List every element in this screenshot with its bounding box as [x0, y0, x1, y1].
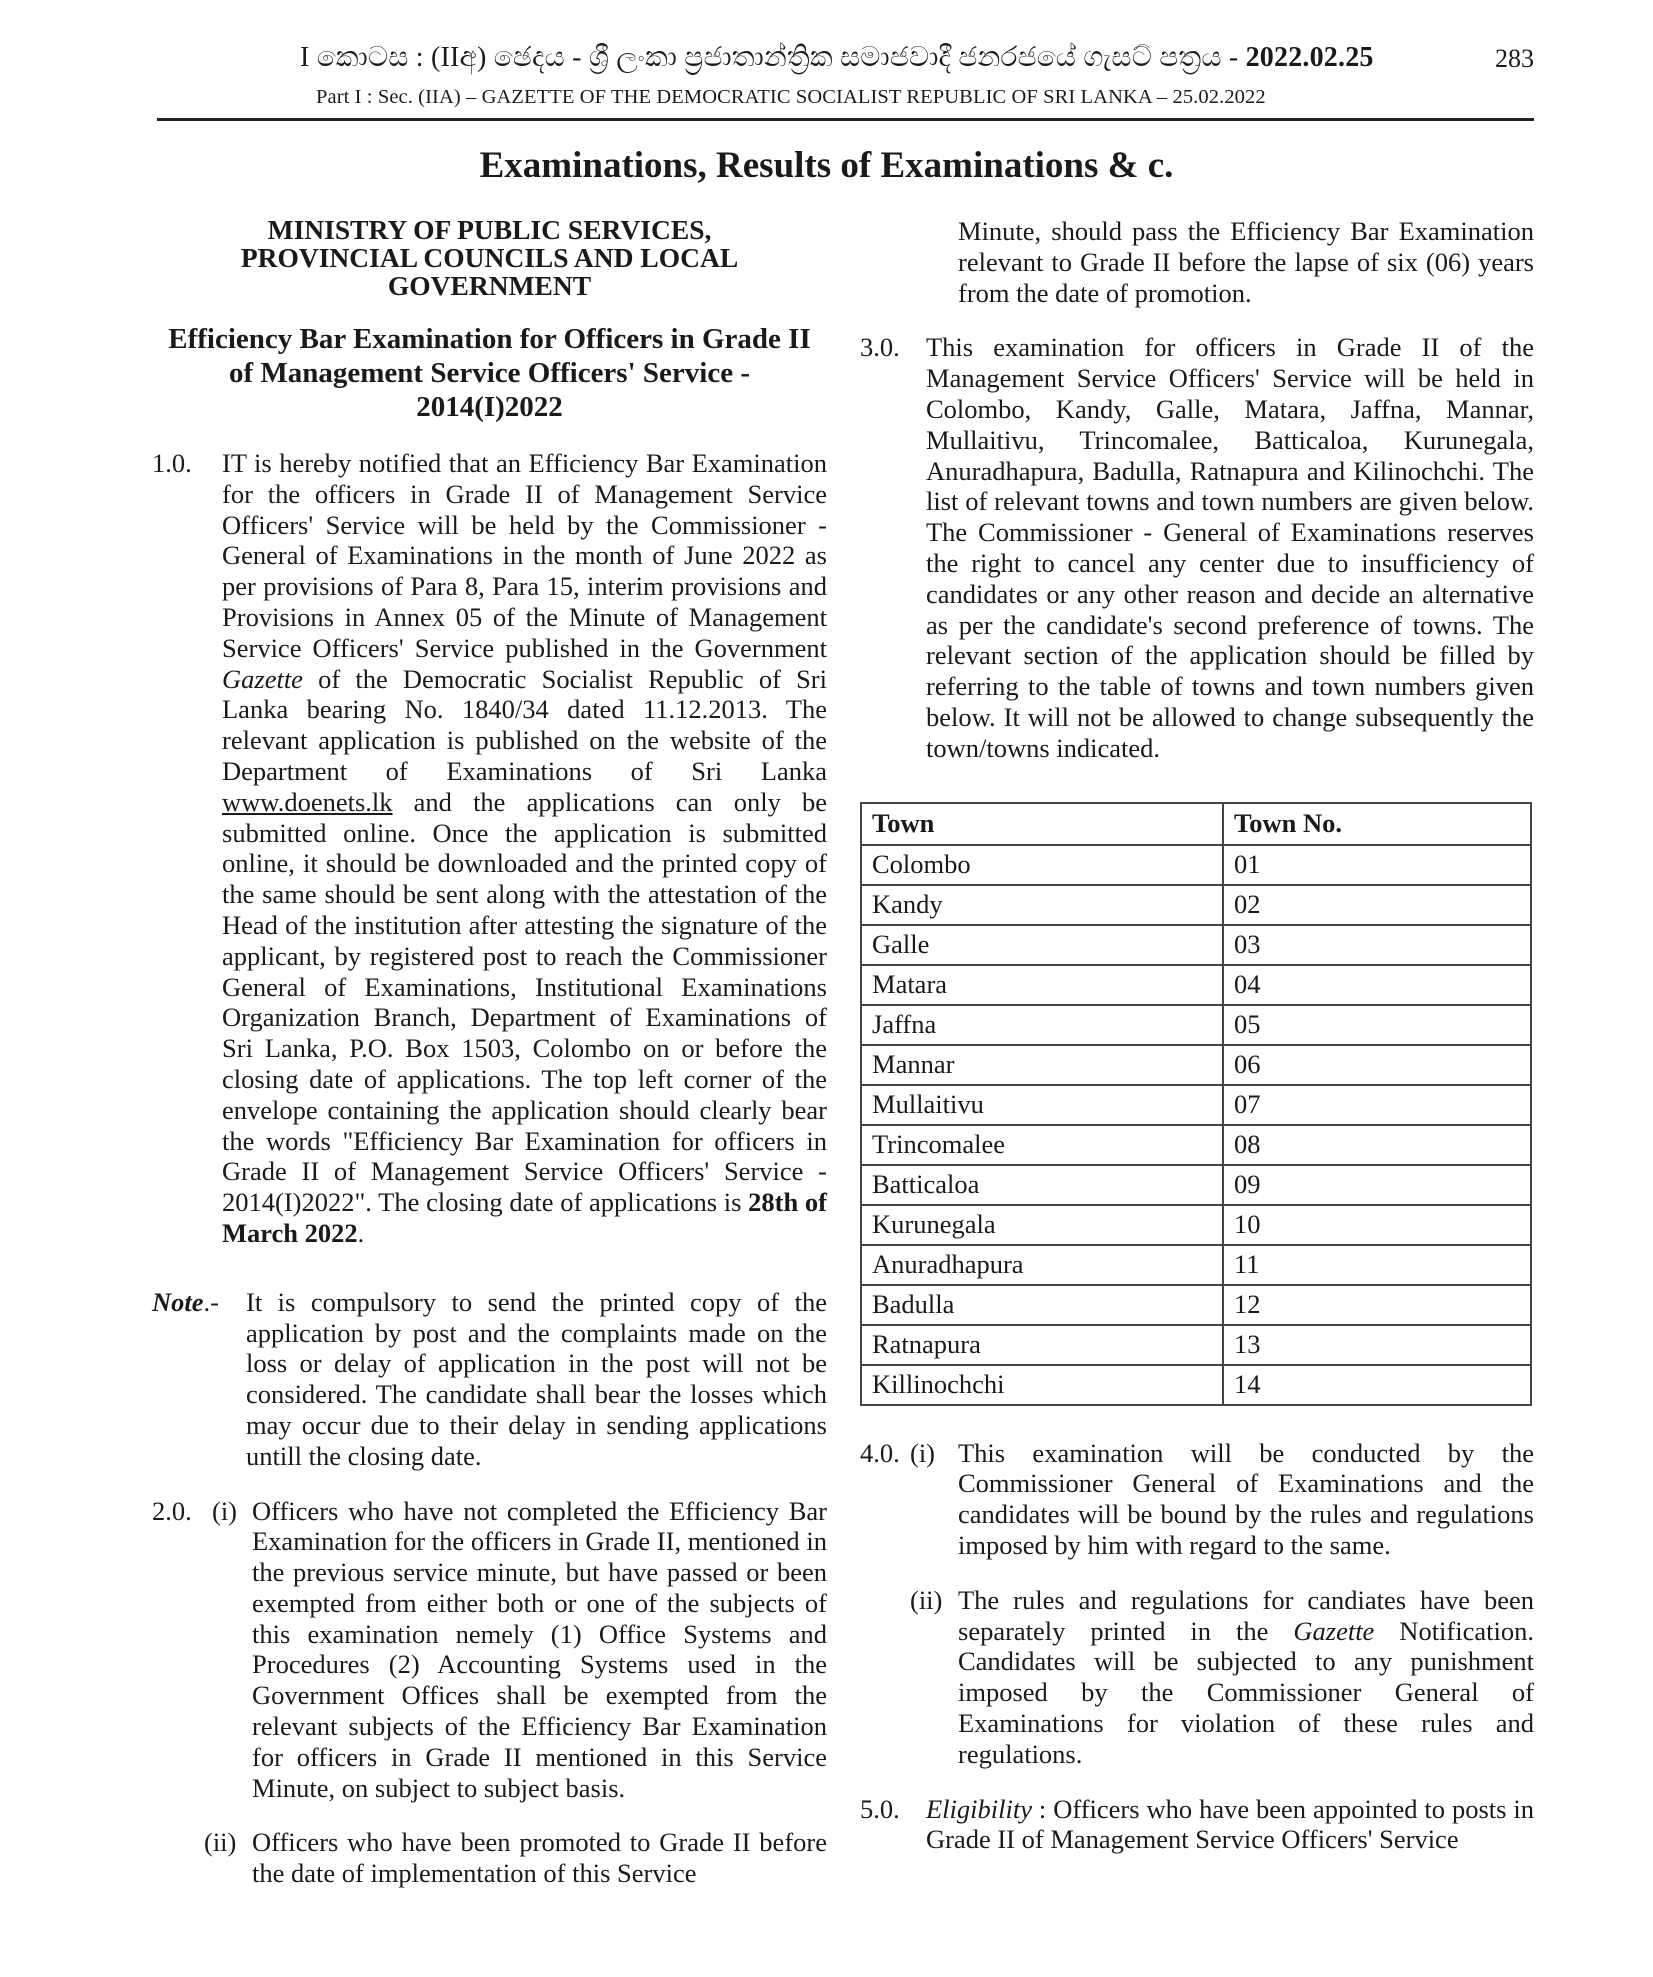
continuation-paragraph — [860, 216, 1534, 308]
paragraph-body — [958, 1585, 1534, 1770]
table-row — [861, 1285, 1531, 1325]
paragraph-4-ii — [860, 1585, 1534, 1770]
ministry-heading: MINISTRY OF PUBLIC SERVICES, PROVINCIAL COUNCILS AND LOCAL GOVERNMENT — [240, 214, 739, 301]
right-column — [860, 216, 1534, 1855]
column-header-town-no: Town No. — [1223, 803, 1531, 845]
paragraph-text: . — [357, 1217, 365, 1248]
town-number-cell: 11 — [1223, 1245, 1531, 1285]
paragraph-body: This examination will be conducted by the Commissioner General of Examinations and the candidates will be bound by the rules and regulations imposed by him with regard to the same. — [958, 1437, 1534, 1560]
sub-number: (ii) — [910, 1584, 943, 1615]
table-row — [861, 1165, 1531, 1205]
page-number: 283 — [1495, 44, 1534, 73]
town-name-cell: Badulla — [861, 1285, 1223, 1325]
column-header-town: Town — [861, 803, 1223, 845]
spacer — [860, 1585, 910, 1770]
paragraph-3 — [860, 332, 1534, 763]
gazette-word: Gazette — [1293, 1615, 1375, 1646]
paragraph-text: The rules and regulations for candiates have been separately printed in the — [958, 1584, 1534, 1646]
website-link[interactable]: www.doenets.lk — [222, 786, 393, 817]
note-label — [152, 1287, 246, 1472]
paragraph-number: 1.0. — [152, 448, 192, 478]
note-label-text: Note — [152, 1286, 204, 1317]
table-row — [861, 965, 1531, 1005]
paragraph-text: of the Democratic Socialist Republic of Sri Lanka bearing No. 1840/34 dated 11.12.2013. The relevant application is published on the website of the Department of Examinations of Sri Lanka — [222, 663, 827, 786]
eligibility-label: Eligibility — [926, 1793, 1032, 1824]
header-divider — [157, 118, 1534, 121]
header-date: 2022.02.25 — [1245, 42, 1374, 73]
paragraph-body — [222, 448, 827, 1249]
page-title: Examinations, Results of Examinations & c. — [479, 145, 1174, 186]
sub-number: (i) — [212, 1495, 238, 1526]
town-number-cell: 07 — [1223, 1085, 1531, 1125]
town-name-cell: Trincomalee — [861, 1125, 1223, 1165]
town-number-cell: 13 — [1223, 1325, 1531, 1365]
town-number-cell: 10 — [1223, 1205, 1531, 1245]
table-body — [861, 845, 1531, 1405]
paragraph-number: 5.0. — [860, 1793, 900, 1824]
spacer — [860, 216, 958, 308]
town-name-cell: Kandy — [861, 885, 1223, 925]
town-number-cell: 01 — [1223, 845, 1531, 885]
town-name-cell: Matara — [861, 965, 1223, 1005]
table-row — [861, 885, 1531, 925]
header-sinhala-text: I කොටස : (IIඅ) ඡෙදය - ශ්‍රී ලංකා ප්‍රජාතාන්ත්‍රික සමාජවාදී ජනරජයේ ගැසට් පත්‍රය - — [300, 42, 1246, 73]
paragraph-2-i — [152, 1496, 827, 1804]
table-row — [861, 1365, 1531, 1405]
left-column — [152, 216, 827, 1889]
town-number-cell: 12 — [1223, 1285, 1531, 1325]
spacer — [152, 1827, 204, 1889]
town-name-cell: Mullaitivu — [861, 1085, 1223, 1125]
town-number-cell: 09 — [1223, 1165, 1531, 1205]
town-number-cell: 02 — [1223, 885, 1531, 925]
town-name-cell: Kurunegala — [861, 1205, 1223, 1245]
town-name-cell: Batticaloa — [861, 1165, 1223, 1205]
town-number-cell: 04 — [1223, 965, 1531, 1005]
paragraph-body: This examination for officers in Grade II of the Management Service Officers' Service will be held in Colombo, Kandy, Galle, Matara, Jaffna, Mannar, Mullaitivu, Trincomalee, Batticaloa, Kurunegala, Anuradhapura, Badulla, Ratnapura and Kilinochchi. The list of relevant towns and town numbers are given below. The Commissioner - General of Examinations reserves the right to cancel any center due to insufficiency of candidates or any other reason and decide an alternative as per the candidate's second preference of towns. The relevant section of the application should be filled by referring to the table of towns and town numbers given below. It will not be allowed to change subsequently the town/towns indicated. — [926, 332, 1534, 763]
paragraph-1 — [152, 448, 827, 1249]
table-row — [861, 1045, 1531, 1085]
table-row — [861, 1245, 1531, 1285]
paragraph-number: 3.0. — [860, 332, 900, 363]
note-paragraph — [152, 1287, 827, 1472]
town-number-cell: 08 — [1223, 1125, 1531, 1165]
sub-number: (ii) — [204, 1827, 237, 1858]
paragraph-5 — [860, 1794, 1534, 1856]
town-number-cell: 14 — [1223, 1365, 1531, 1405]
town-name-cell: Anuradhapura — [861, 1245, 1223, 1285]
table-row — [861, 1325, 1531, 1365]
town-name-cell: Jaffna — [861, 1005, 1223, 1045]
table-row — [861, 1005, 1531, 1045]
paragraph-body: Officers who have not completed the Efficiency Bar Examination for the officers in Grade II, mentioned in the previous service minute, but have passed or been exempted from either both or one of the subjects of this examination nemely (1) Office Systems and Procedures (2) Accounting Systems used in the Government Offices shall be exempted from the relevant subjects of the Efficiency Bar Examination for officers in Grade II mentioned in this Service Minute, on subject to subject basis. — [252, 1495, 827, 1803]
table-header-row — [861, 803, 1531, 845]
paragraph-text: Notification. Candidates will be subjected to any punishment imposed by the Commissioner General of Examinations for violation of these rules and regulations. — [958, 1615, 1534, 1769]
table-row — [861, 1205, 1531, 1245]
town-name-cell: Mannar — [861, 1045, 1223, 1085]
town-name-cell: Colombo — [861, 845, 1223, 885]
town-name-cell: Killinochchi — [861, 1365, 1223, 1405]
town-number-cell: 03 — [1223, 925, 1531, 965]
sub-number: (i) — [910, 1437, 936, 1468]
table-row — [861, 845, 1531, 885]
paragraph-text: and the applications can only be submitted online. Once the application is submitted online, it should be downloaded and the printed copy of the same should be sent along with the attestation of the Head of the institution after attesting the signature of the applicant, by registered post to reach the Commissioner General of Examinations, Institutional Examinations Organization Branch, Department of Examinations of Sri Lanka, P.O. Box 1503, Colombo on or before the closing date of applications. The top left corner of the envelope containing the application should clearly bear the words "Efficiency Bar Examination for officers in Grade II of Management Service Officers' Service - 2014(I)2022". The closing date of applications is — [222, 786, 827, 1218]
note-label-suffix: .- — [203, 1286, 219, 1317]
paragraph-number: 2.0. — [152, 1495, 192, 1526]
header-english-line: Part I : Sec. (IIA) – GAZETTE OF THE DEMOCRATIC SOCIALIST REPUBLIC OF SRI LANKA – 25.02.2022 — [316, 86, 1266, 108]
paragraph-2-ii — [152, 1827, 827, 1889]
table-row — [861, 1125, 1531, 1165]
town-table — [860, 802, 1532, 1406]
paragraph-number: 4.0. — [860, 1437, 900, 1468]
table-row — [861, 1085, 1531, 1125]
town-number-cell: 05 — [1223, 1005, 1531, 1045]
paragraph-body — [926, 1794, 1534, 1856]
exam-title: Efficiency Bar Examination for Officers in Grade II of Management Service Officers' Service - 2014(I)2022 — [168, 323, 811, 423]
paragraph-text: IT is hereby notified that an Efficiency Bar Examination for the officers in Grade II of Management Service Officers' Service will be held by the Commissioner - General of Examinations in the month of June 2022 as per provisions of Para 8, Para 15, interim provisions and Provisions in Annex 05 of the Minute of Management Service Officers' Service published in the Government — [222, 448, 827, 663]
table-row — [861, 925, 1531, 965]
header-sinhala-line — [300, 42, 1374, 74]
paragraph-4-i — [860, 1438, 1534, 1561]
town-name-cell: Ratnapura — [861, 1325, 1223, 1365]
gazette-word: Gazette — [222, 663, 303, 694]
town-name-cell: Galle — [861, 925, 1223, 965]
paragraph-body: Officers who have been promoted to Grade II before the date of implementation of this Service — [252, 1827, 827, 1889]
closing-date: 28th of March 2022 — [222, 1187, 827, 1248]
paragraph-body: Minute, should pass the Efficiency Bar Examination relevant to Grade II before the lapse of six (06) years from the date of promotion. — [958, 216, 1534, 308]
paragraph-text: : Officers who have been appointed to posts in Grade II of Management Service Officers' Service — [926, 1793, 1534, 1855]
note-text: It is compulsory to send the printed copy of the application by post and the complaints made on the loss or delay of application in the post will not be considered. The candidate shall bear the losses which may occur due to their delay in sending applications untill the closing date. — [246, 1286, 827, 1471]
town-number-cell: 06 — [1223, 1045, 1531, 1085]
